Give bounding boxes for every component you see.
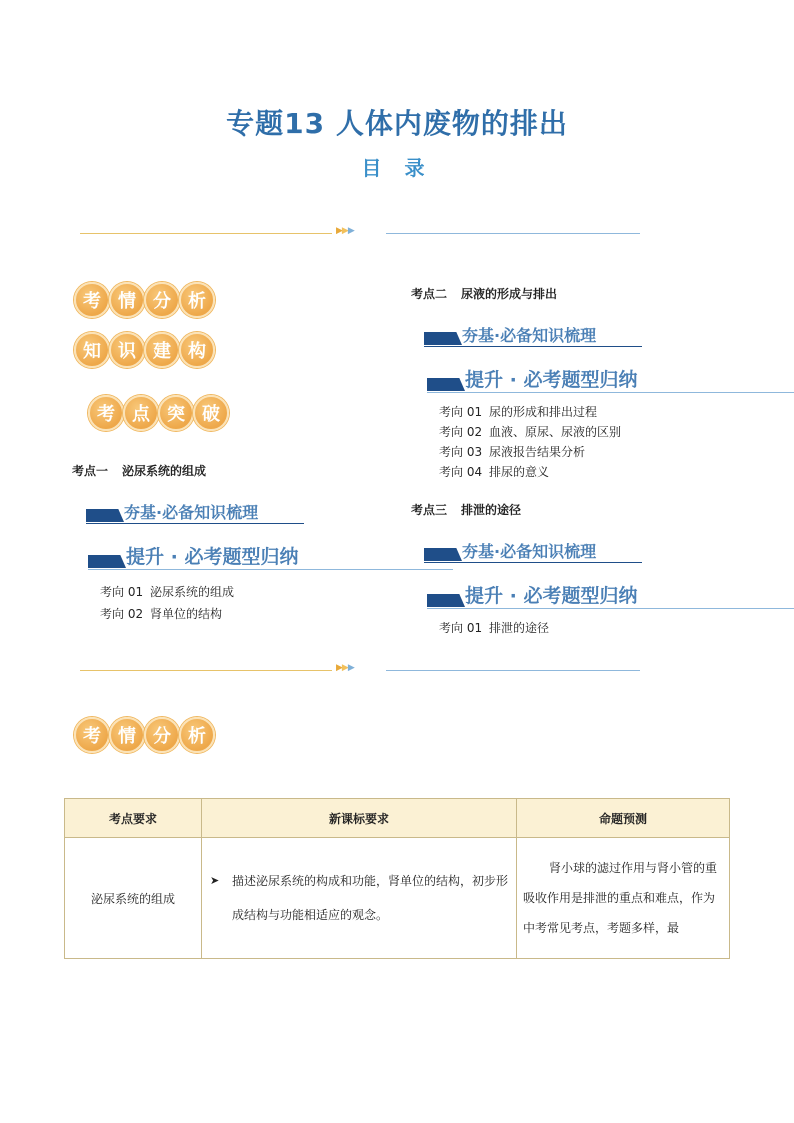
badge-char: 析 (179, 717, 215, 753)
banner-text: 提升 · 必考题型归纳 (465, 585, 638, 607)
badge-char: 点 (123, 395, 159, 431)
point-label: 考点一 (72, 464, 109, 478)
toc-item[interactable] (100, 583, 234, 600)
item-text: 排尿的意义 (489, 465, 550, 479)
banner-flag-icon (86, 509, 124, 522)
badge-breakthrough[interactable] (88, 395, 228, 431)
item-code: 考向 01 (439, 405, 483, 419)
item-text: 尿液报告结果分析 (489, 445, 586, 459)
badge-char: 情 (109, 717, 145, 753)
badge-char: 情 (109, 282, 145, 318)
badge-char: 分 (144, 717, 180, 753)
banner-text: 夯基·必备知识梳理 (462, 326, 597, 345)
toc-item[interactable] (100, 605, 222, 622)
badge-char: 分 (144, 282, 180, 318)
banner-basic-2[interactable] (424, 323, 642, 349)
requirement-text: 描述泌尿系统的构成和功能，肾单位的结构，初步形成结构与功能相适应的观念。 (232, 874, 509, 922)
requirements-table (64, 798, 730, 959)
item-text: 泌尿系统的组成 (150, 585, 235, 599)
table-header: 考点要求 (65, 799, 202, 838)
badge-char: 识 (109, 332, 145, 368)
banner-flag-icon (424, 548, 462, 561)
point-name: 泌尿系统的组成 (122, 464, 207, 478)
table-header: 命题预测 (517, 799, 730, 838)
item-text: 排泄的途径 (489, 621, 550, 635)
banner-text: 夯基·必备知识梳理 (124, 503, 259, 522)
page-title: 专题13 人体内废物的排出 (226, 107, 568, 140)
banner-flag-icon (427, 378, 465, 391)
table-header-row (65, 799, 730, 838)
toc-item[interactable] (439, 423, 621, 440)
banner-improve-2[interactable] (427, 369, 794, 395)
badge-char: 知 (74, 332, 110, 368)
item-text: 血液、原尿、尿液的区别 (489, 425, 622, 439)
banner-improve-1[interactable] (88, 546, 453, 572)
banner-text: 提升 · 必考题型归纳 (465, 369, 638, 391)
toc-item[interactable] (439, 443, 585, 460)
divider-top (80, 226, 640, 239)
item-code: 考向 02 (100, 607, 144, 621)
banner-basic-1[interactable] (86, 500, 304, 526)
item-code: 考向 03 (439, 445, 483, 459)
item-code: 考向 01 (439, 621, 483, 635)
banner-basic-3[interactable] (424, 539, 642, 565)
banner-improve-3[interactable] (427, 585, 794, 611)
toc-point-2[interactable] (411, 285, 557, 302)
badge-char: 析 (179, 282, 215, 318)
banner-flag-icon (427, 594, 465, 607)
badge-char: 考 (74, 282, 110, 318)
badge-char: 考 (88, 395, 124, 431)
badge-char: 建 (144, 332, 180, 368)
cell-point: 泌尿系统的组成 (65, 838, 202, 959)
item-code: 考向 01 (100, 585, 144, 599)
toc-item[interactable] (439, 463, 549, 480)
badge-analysis[interactable] (74, 282, 214, 318)
toc-item[interactable] (439, 619, 549, 636)
prediction-text: 肾小球的滤过作用与肾小管的重吸收作用是排泄的重点和难点，作为中考常见考点，考题多样，最 (523, 861, 718, 935)
section-badge-analysis (74, 717, 214, 753)
badge-char: 构 (179, 332, 215, 368)
badge-char: 突 (158, 395, 194, 431)
badge-char: 破 (193, 395, 229, 431)
bullet-arrow-icon: ➤ (210, 874, 220, 887)
table-row (65, 838, 730, 959)
item-code: 考向 02 (439, 425, 483, 439)
banner-flag-icon (88, 555, 126, 568)
badge-char: 考 (74, 717, 110, 753)
point-name: 尿液的形成与排出 (461, 287, 558, 301)
point-label: 考点三 (411, 503, 448, 517)
cell-prediction (517, 838, 730, 959)
banner-text: 提升 · 必考题型归纳 (126, 546, 299, 568)
point-name: 排泄的途径 (461, 503, 522, 517)
banner-flag-icon (424, 332, 462, 345)
banner-text: 夯基·必备知识梳理 (462, 542, 597, 561)
divider-bottom (80, 663, 640, 676)
toc-point-1[interactable] (72, 462, 206, 479)
cell-requirement (202, 838, 517, 959)
toc-heading: 目 录 (361, 156, 433, 180)
arrow-divider-icon: ▶▶▶ (336, 226, 354, 236)
item-text: 肾单位的结构 (150, 607, 223, 621)
item-text: 尿的形成和排出过程 (489, 405, 598, 419)
item-code: 考向 04 (439, 465, 483, 479)
toc-item[interactable] (439, 403, 597, 420)
badge-knowledge[interactable] (74, 332, 214, 368)
point-label: 考点二 (411, 287, 448, 301)
toc-point-3[interactable] (411, 501, 521, 518)
arrow-divider-icon: ▶▶▶ (336, 663, 354, 673)
table-header: 新课标要求 (202, 799, 517, 838)
